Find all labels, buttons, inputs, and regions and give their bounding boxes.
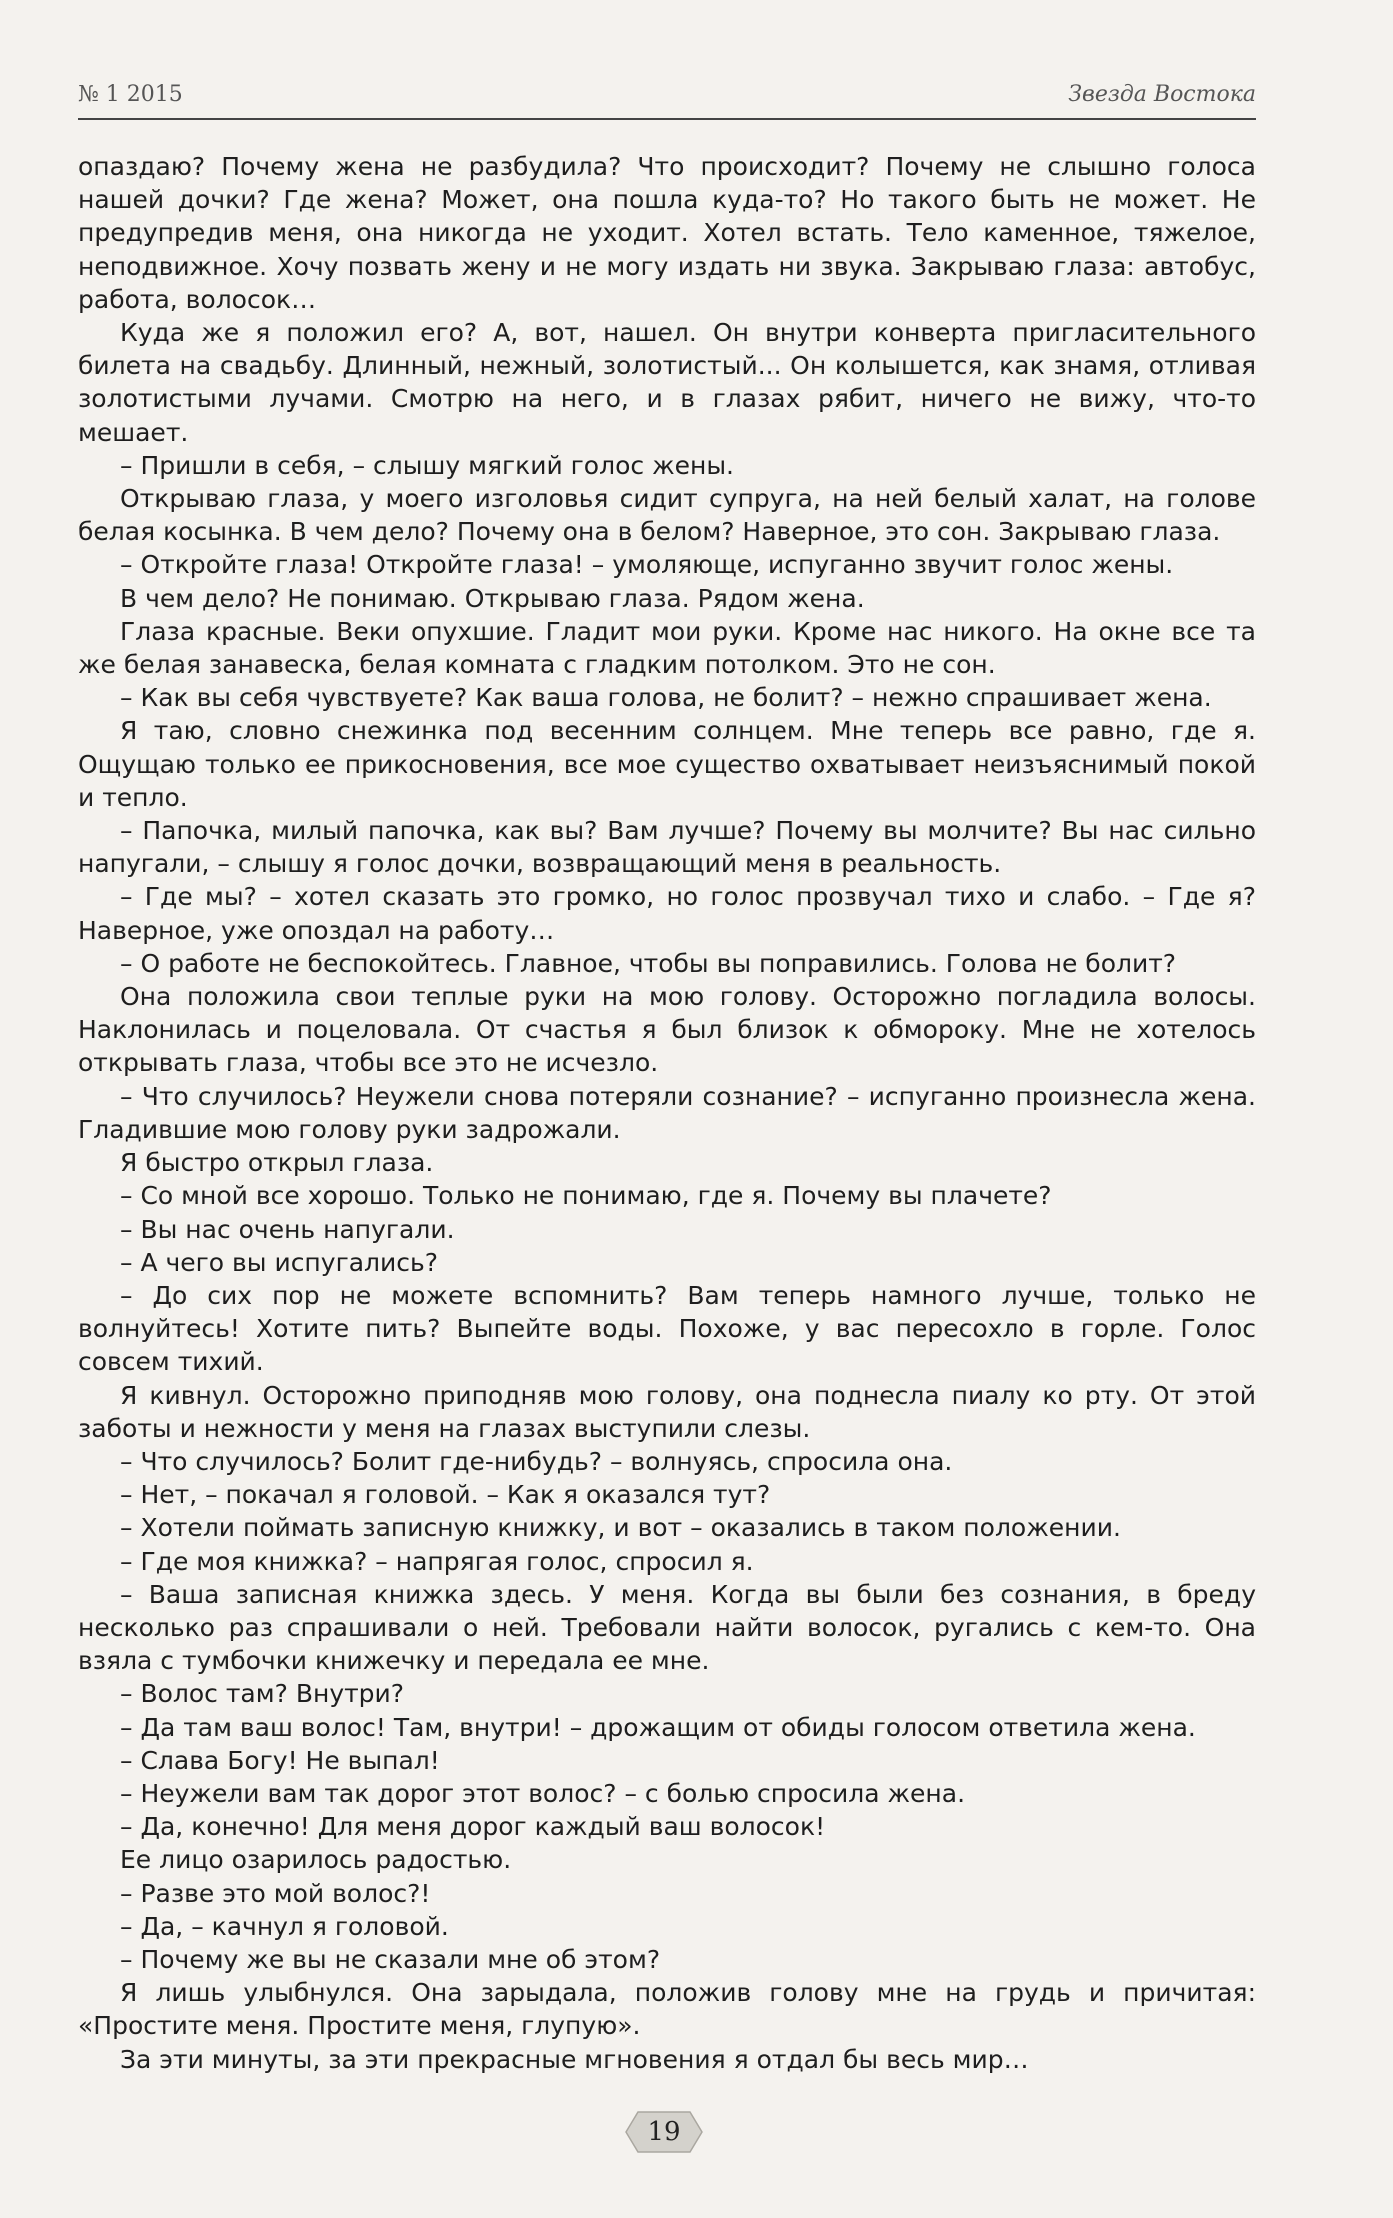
paragraph: Куда же я положил его? А, вот, нашел. Он внутри конверта пригласительного билета на свадьбу. Длинный, нежный, золотистый... Он колышется, как знамя, отливая золотистыми лучами. Смотрю на него, и в глазах рябит, ничего не вижу, что-то мешает. <box>78 318 1256 447</box>
issue-number: № 1 2015 <box>78 82 183 107</box>
paragraph: Ее лицо озарилось радостью. <box>120 1845 512 1875</box>
paragraph: – Хотели поймать записную книжку, и вот – оказались в таком положении. <box>120 1513 1121 1543</box>
paragraph: Открываю глаза, у моего изголовья сидит супруга, на ней белый халат, на голове белая косынка. В чем дело? Почему она в белом? Наверное, это сон. Закрываю глаза. <box>78 484 1256 547</box>
paragraph: – Неужели вам так дорог этот волос? – с болью спросила жена. <box>120 1778 966 1808</box>
paragraph: – Волос там? Внутри? <box>120 1679 405 1709</box>
paragraph: Я таю, словно снежинка под весенним солнцем. Мне теперь все равно, где я. Ощущаю только ее прикосновения, все мое существо охватывает неизъяснимый покой и тепло. <box>78 716 1256 812</box>
paragraph: Глаза красные. Веки опухшие. Гладит мои руки. Кроме нас никого. На окне все та же белая занавеска, белая комната с гладким потолком. Это не сон. <box>78 616 1256 680</box>
paragraph: – Что случилось? Неужели снова потеряли сознание? – испуганно произнесла жена. Гладившие мою голову руки задрожали. <box>78 1081 1256 1144</box>
paragraph: – Слава Богу! Не выпал! <box>120 1745 440 1775</box>
paragraph: – Откройте глаза! Откройте глаза! – умоляюще, испуганно звучит голос жены. <box>120 550 1174 580</box>
paragraph: Я лишь улыбнулся. Она зарыдала, положив голову мне на грудь и причитая: «Простите меня. Простите меня, глупую». <box>78 1978 1256 2041</box>
story-text <box>78 150 1256 2076</box>
paragraph: – Ваша записная книжка здесь. У меня. Когда вы были без сознания, в бреду несколько раз спрашивали о ней. Требовали найти волосок, ругались с кем-то. Она взяла с тумбочки книжечку и передала ее мне. <box>78 1579 1256 1676</box>
paragraph: – Да там ваш волос! Там, внутри! – дрожащим от обиды голосом ответила жена. <box>120 1712 1196 1742</box>
paragraph: – Разве это мой волос?! <box>120 1878 431 1908</box>
page-number: 19 <box>647 2117 681 2147</box>
paragraph: – Что случилось? Болит где-нибудь? – волнуясь, спросила она. <box>120 1446 953 1476</box>
paragraph: Я кивнул. Осторожно приподняв мою голову, она поднесла пиалу ко рту. От этой заботы и нежности у меня на глазах выступили слезы. <box>78 1380 1256 1443</box>
paragraph: – Почему же вы не сказали мне об этом? <box>120 1944 661 1974</box>
paragraph: – Да, – качнул я головой. <box>120 1911 449 1941</box>
paragraph: – Да, конечно! Для меня дорог каждый ваш волосок! <box>120 1812 826 1842</box>
running-header <box>78 82 1256 116</box>
header-rule <box>78 118 1256 120</box>
journal-title: Звезда Востока <box>1068 82 1256 107</box>
paragraph: – Где моя книжка? – напрягая голос, спросил я. <box>120 1546 754 1576</box>
paragraph: В чем дело? Не понимаю. Открываю глаза. Рядом жена. <box>120 583 865 613</box>
paragraph: – Пришли в себя, – слышу мягкий голос жены. <box>120 450 735 480</box>
paragraph: Я быстро открыл глаза. <box>120 1148 434 1178</box>
paragraph: – Как вы себя чувствуете? Как ваша голова, не болит? – нежно спрашивает жена. <box>120 683 1212 713</box>
paragraph: опаздаю? Почему жена не разбудила? Что происходит? Почему не слышно голоса нашей дочки? Где жена? Может, она пошла куда-то? Но такого быть не может. Не предупредив меня, она никогда не уходит. Хотел встать. Тело каменное, тяжелое, неподвижное. Хочу позвать жену и не могу издать ни звука. Закрываю глаза: автобус, работа, волосок… <box>78 152 1256 314</box>
paragraph: – Где мы? – хотел сказать это громко, но голос прозвучал тихо и слабо. – Где я? Наверное, уже опоздал на работу… <box>78 882 1256 945</box>
paragraph: – До сих пор не можете вспомнить? Вам теперь намного лучше, только не волнуйтесь! Хотите пить? Выпейте воды. Похоже, у вас пересохло в горле. Голос совсем тихий. <box>78 1280 1256 1377</box>
paragraph: За эти минуты, за эти прекрасные мгновения я отдал бы весь мир… <box>120 2044 1029 2074</box>
paragraph: – А чего вы испугались? <box>120 1247 439 1277</box>
paragraph: – Вы нас очень напугали. <box>120 1214 455 1244</box>
paragraph: – Нет, – покачал я головой. – Как я оказался тут? <box>120 1480 771 1510</box>
paragraph: – Папочка, милый папочка, как вы? Вам лучше? Почему вы молчите? Вы нас сильно напугали, – слышу я голос дочки, возвращающий меня в реальность. <box>78 816 1256 879</box>
paragraph: Она положила свои теплые руки на мою голову. Осторожно погладила волосы. Наклонилась и поцеловала. От счастья я был близок к обмороку. Мне не хотелось открывать глаза, чтобы все это не исчезло. <box>78 982 1256 1078</box>
paragraph: – Со мной все хорошо. Только не понимаю, где я. Почему вы плачете? <box>120 1181 1052 1211</box>
paragraph: – О работе не беспокойтесь. Главное, чтобы вы поправились. Голова не болит? <box>120 948 1177 978</box>
page-number-badge <box>624 2108 704 2156</box>
